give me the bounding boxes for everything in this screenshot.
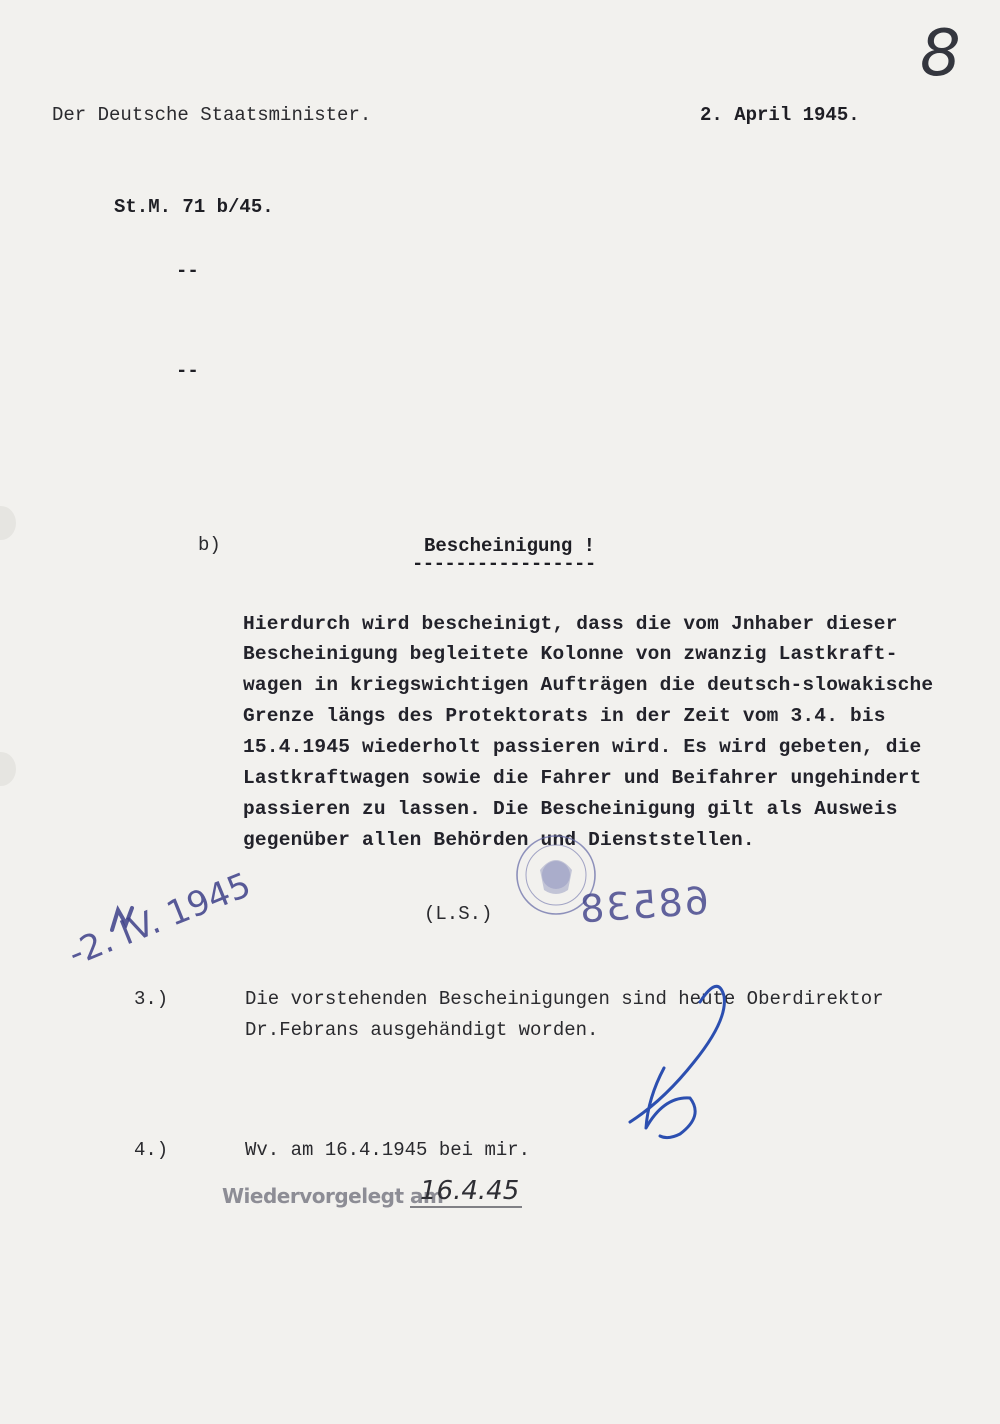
body-line: Grenze längs des Protektorats in der Zeit vom 3.4. bis [243, 705, 886, 727]
body-line: Bescheinigung begleitete Kolonne von zwanzig Lastkraft- [243, 643, 898, 665]
dash-line-1: -- [176, 260, 199, 282]
seal-mark: (L.S.) [424, 903, 493, 925]
item-3-line: Die vorstehenden Bescheinigungen sind heute Oberdirektor [245, 988, 884, 1010]
body-line: 15.4.1945 wiederholt passieren wird. Es wird gebeten, die [243, 736, 922, 758]
dash-line-2: -- [176, 360, 199, 382]
received-date-stamp: -2. IV. 1945 [62, 865, 257, 975]
reference-number: St.M. 71 b/45. [114, 196, 274, 218]
resubmission-stamp-date: 16.4.45 [420, 1176, 520, 1206]
register-number-stamp: 68538 [576, 878, 711, 932]
page-number: 8 [920, 17, 961, 91]
item-4-text: Wv. am 16.4.1945 bei mir. [245, 1139, 531, 1161]
item-4-marker: 4.) [134, 1139, 169, 1161]
body-line: gegenüber allen Behörden und Dienststellen. [243, 829, 755, 851]
body-line: passieren zu lassen. Die Bescheinigung gilt als Ausweis [243, 798, 898, 820]
certificate-title-underline: ----------------- [412, 553, 596, 575]
body-line: Lastkraftwagen sowie die Fahrer und Beifahrer ungehindert [243, 767, 922, 789]
body-line: Hierdurch wird bescheinigt, dass die vom Jnhaber dieser [243, 613, 898, 635]
section-b-marker: b) [198, 534, 221, 556]
sender-line: Der Deutsche Staatsminister. [52, 104, 372, 126]
body-line: wagen in kriegswichtigen Aufträgen die deutsch-slowakische [243, 674, 934, 696]
document-date: 2. April 1945. [700, 104, 860, 126]
item-3-marker: 3.) [134, 988, 169, 1010]
certificate-title: Bescheinigung ! [424, 535, 596, 557]
item-3-line: Dr.Febrans ausgehändigt worden. [245, 1019, 599, 1041]
resubmission-stamp-label: Wiedervorgelegt am [222, 1184, 444, 1208]
